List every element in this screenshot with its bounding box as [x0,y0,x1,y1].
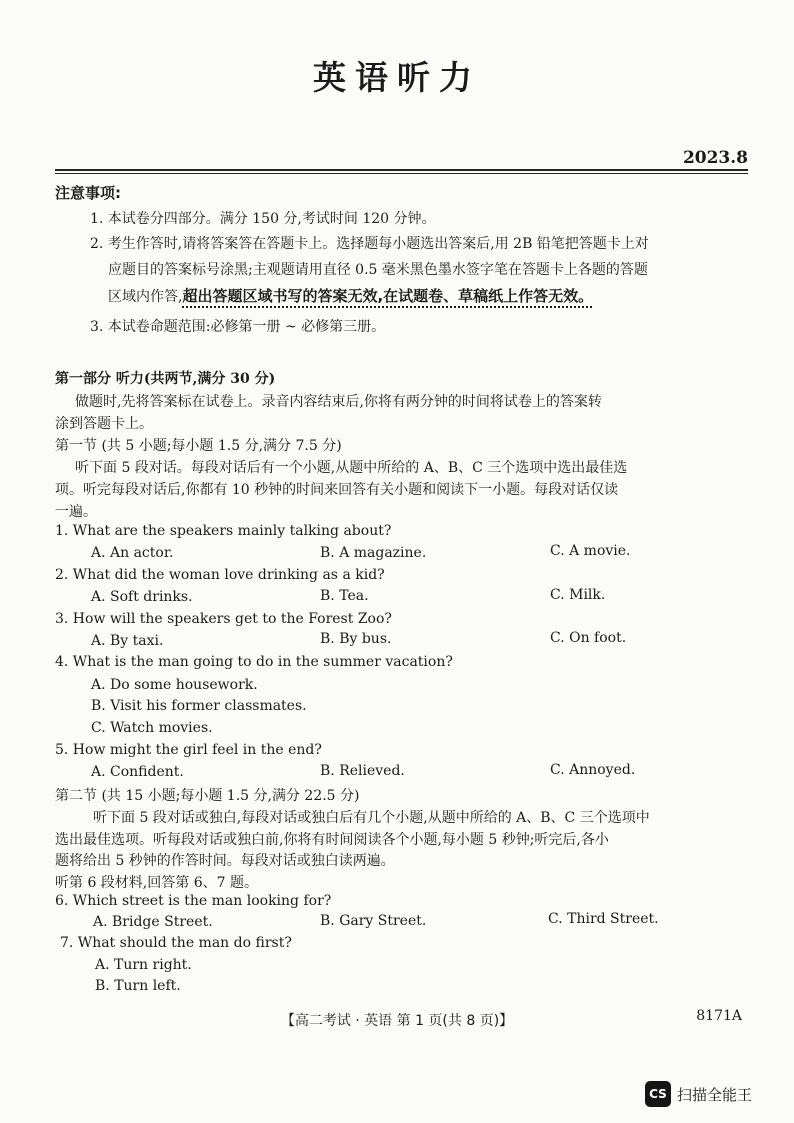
note-2-line-3 [108,285,593,306]
note-2-line-2: 应题目的答案标号涂黑;主观题请用直径 0.5 毫米黑色墨水签字笔在答题卡上各题的答题 [108,262,648,278]
question-4-option-b: B. Visit his former classmates. [91,698,307,714]
note-3: 3. 本试卷命题范围:必修第一册 ~ 必修第三册。 [90,319,386,335]
question-7-option-a: A. Turn right. [95,957,192,973]
section2-heading: 第二节 (共 15 小题;每小题 1.5 分,满分 22.5 分) [55,788,360,804]
question-2-stem: 2. What did the woman love drinking as a kid? [55,567,385,583]
question-4-option-c: C. Watch movies. [91,720,213,736]
question-2-option-a: A. Soft drinks. [91,589,193,605]
part1-intro-line-2: 涂到答题卡上。 [55,416,153,432]
question-2-option-b: B. Tea. [320,588,369,604]
section1-intro-line-3: 一遍。 [55,504,97,520]
question-7-stem: 7. What should the man do first? [60,935,292,951]
question-5-option-a: A. Confident. [91,764,184,780]
question-3-option-c: C. On foot. [550,630,627,646]
part1-intro-line-1: 做题时,先将答案标在试卷上。录音内容结束后,你将有两分钟的时间将试卷上的答案转 [75,394,602,410]
part1-heading: 第一部分 听力(共两节,满分 30 分) [55,371,276,387]
section1-heading: 第一节 (共 5 小题;每小题 1.5 分,满分 7.5 分) [55,438,342,454]
notes-heading: 注意事项: [55,184,121,202]
section2-material: 听第 6 段材料,回答第 6、7 题。 [55,875,258,891]
section2-intro-line-2: 选出最佳选项。听每段对话或独白前,你将有时间阅读各个小题,每小题 5 秒钟;听完后,各小 [55,832,609,848]
question-6-option-c: C. Third Street. [548,911,659,927]
header-rule-thick [55,169,748,171]
section2-intro-line-3: 题将给出 5 秒钟的作答时间。每段对话或独白读两遍。 [55,853,395,869]
question-6-option-b: B. Gary Street. [320,913,427,929]
question-6-option-a: A. Bridge Street. [93,914,213,930]
question-1-option-c: C. A movie. [550,543,631,559]
question-3-option-b: B. By bus. [320,631,392,647]
watermark-brand: 扫描全能王 [677,1086,753,1104]
note-1: 1. 本试卷分四部分。满分 150 分,考试时间 120 分钟。 [90,211,436,227]
question-5-option-c: C. Annoyed. [550,762,636,778]
question-1-option-a: A. An actor. [91,545,174,561]
question-1-option-b: B. A magazine. [320,545,427,561]
question-3-stem: 3. How will the speakers get to the Forest Zoo? [55,611,392,627]
question-5-stem: 5. How might the girl feel in the end? [55,742,322,758]
note-2-line-1: 2. 考生作答时,请将答案答在答题卡上。选择题每小题选出答案后,用 2B 铅笔把答题卡上对 [90,236,649,252]
page-footer: 【高二考试 · 英语 第 1 页(共 8 页)】 [280,1013,514,1029]
question-5-option-b: B. Relieved. [320,763,405,779]
section1-intro-line-2: 项。听完每段对话后,你都有 10 秒钟的时间来回答有关小题和阅读下一小题。每段对话仅读 [55,482,619,498]
camscanner-logo-icon: CS [645,1081,671,1107]
question-6-stem: 6. Which street is the man looking for? [55,893,332,909]
section1-intro-line-1: 听下面 5 段对话。每段对话后有一个小题,从题中所给的 A、B、C 三个选项中选出最佳选 [75,460,628,476]
exam-date: 2023.8 [682,148,748,168]
question-3-option-a: A. By taxi. [91,633,164,649]
section2-intro-line-1: 听下面 5 段对话或独白,每段对话或独白后有几个小题,从题中所给的 A、B、C 三个选项中 [93,810,650,826]
question-4-stem: 4. What is the man going to do in the summer vacation? [55,654,453,670]
note-2-emphasis: 超出答题区域书写的答案无效,在试题卷、草稿纸上作答无效。 [182,287,594,305]
paper-code: 8171A [696,1008,742,1024]
header-rule-thin [55,173,748,174]
question-4-option-a: A. Do some housework. [91,677,258,693]
note-2-plain: 区域内作答, [108,289,183,305]
question-1-stem: 1. What are the speakers mainly talking about? [55,523,392,539]
question-2-option-c: C. Milk. [550,587,606,603]
page-title: 英语听力 [313,58,481,97]
question-7-option-b: B. Turn left. [95,978,181,994]
